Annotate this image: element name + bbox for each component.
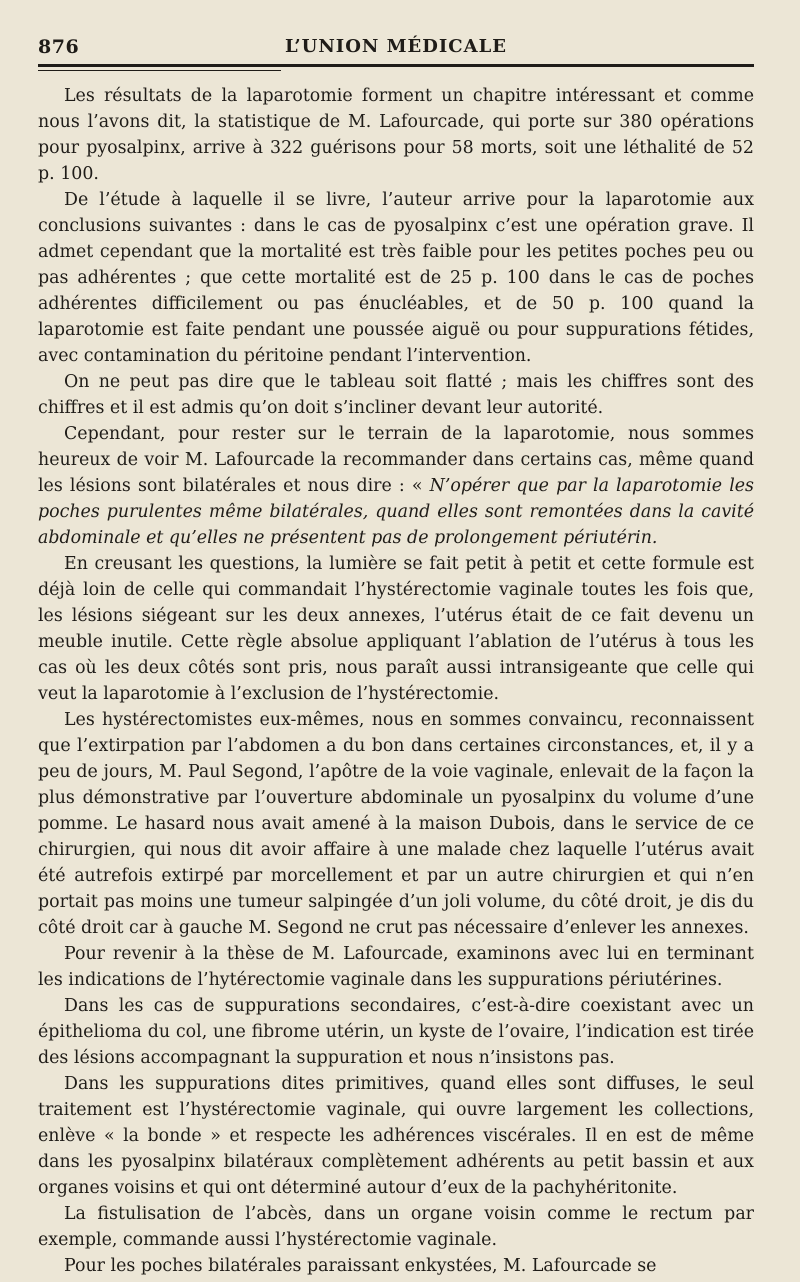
article-body <box>38 83 754 1279</box>
paragraph: Pour revenir à la thèse de M. Lafourcade, examinons avec lui en terminant les indications de l’hytérectomie vaginale dans les suppurations périutérines. <box>38 944 754 990</box>
paragraph-text: Cependant, pour rester sur le terrain de la laparotomie, nous sommes heureux de voir M. Lafourcade la recommander dans certains cas, même quand les lésions sont bilatérales et nous dire : « <box>38 424 754 496</box>
header-subrule <box>38 70 281 71</box>
paragraph: La fistulisation de l’abcès, dans un organe voisin comme le rectum par exemple, commande aussi l’hystérectomie vaginale. <box>38 1204 754 1250</box>
paragraph: Pour les poches bilatérales paraissant enkystées, M. Lafourcade se <box>64 1256 657 1276</box>
running-title: L’UNION MÉDICALE <box>285 36 507 57</box>
paragraph: Dans les cas de suppurations secondaires, c’est-à-dire coexistant avec un épithelioma du col, une fibrome utérin, un kyste de l’ovaire, l’indication est tirée des lésions accompagnant la suppuration et nous n’insistons pas. <box>38 996 754 1068</box>
page-header <box>38 30 754 58</box>
paragraph: Les résultats de la laparotomie forment un chapitre intéressant et comme nous l’avons dit, la statistique de M. Lafourcade, qui porte sur 380 opérations pour pyosalpinx, arrive à 322 guérisons pour 58 morts, soit une léthalité de 52 p. 100. <box>38 86 754 184</box>
quotation: N’opérer que par la laparotomie les poches purulentes même bilatérales, quand elles sont remontées dans la cavité abdominale et qu’elles ne présentent pas de prolongement périutérin. <box>38 476 754 548</box>
paragraph <box>38 421 754 551</box>
paragraph: En creusant les questions, la lumière se fait petit à petit et cette formule est déjà loin de celle qui commandait l’hystérectomie vaginale toutes les fois que, les lésions siégeant sur les deux annexes, l’utérus était de ce fait devenu un meuble inutile. Cette règle absolue appliquant l’ablation de l’utérus à tous les cas où les deux côtés sont pris, nous paraît aussi intransigeante que celle qui veut la laparotomie à l’exclusion de l’hystérectomie. <box>38 554 754 704</box>
paragraph: On ne peut pas dire que le tableau soit flatté ; mais les chiffres sont des chiffres et il est admis qu’on doit s’incliner devant leur autorité. <box>38 372 754 418</box>
header-rule <box>38 64 754 67</box>
page-number: 876 <box>38 36 80 58</box>
paragraph: Les hystérectomistes eux-mêmes, nous en sommes convaincu, reconnaissent que l’extirpation par l’abdomen a du bon dans certaines circonstances, et, il y a peu de jours, M. Paul Segond, l’apôtre de la voie vaginale, enlevait de la façon la plus démonstrative par l’ouverture abdominale un pyosalpinx du volume d’une pomme. Le hasard nous avait amené à la maison Dubois, dans le service de ce chirurgien, qui nous dit avoir affaire à une malade chez laquelle l’utérus avait été autrefois extirpé par morcellement et par un autre chirurgien et qui n’en portait pas moins une tumeur salpingée d’un joli volume, du côté droit, je dis du côté droit car à gauche M. Segond ne crut pas nécessaire d’enlever les annexes. <box>38 710 754 938</box>
paragraph: Dans les suppurations dites primitives, quand elles sont diffuses, le seul traitement est l’hystérectomie vaginale, qui ouvre largement les collections, enlève « la bonde » et respecte les adhérences viscérales. Il en est de même dans les pyosalpinx bilatéraux complètement adhérents au petit bassin et aux organes voisins et qui ont déterminé autour d’eux de la pachyhéritonite. <box>38 1074 754 1198</box>
paragraph: De l’étude à laquelle il se livre, l’auteur arrive pour la laparotomie aux conclusions suivantes : dans le cas de pyosalpinx c’est une opération grave. Il admet cependant que la mortalité est très faible pour les petites poches peu ou pas adhérentes ; que cette mortalité est de 25 p. 100 dans le cas de poches adhérentes difficilement ou pas énucléables, et de 50 p. 100 quand la laparotomie est faite pendant une poussée aiguë ou pour suppurations fétides, avec contamination du péritoine pendant l’intervention. <box>38 190 754 366</box>
